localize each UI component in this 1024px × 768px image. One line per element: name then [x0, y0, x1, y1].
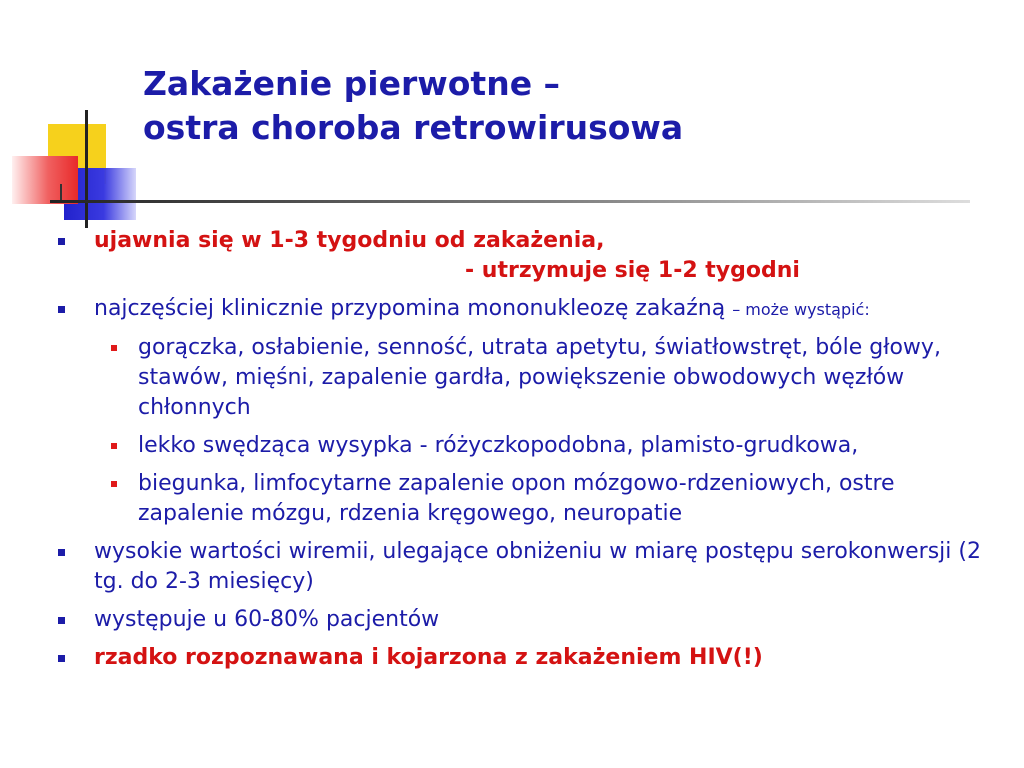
square-bullet-icon [58, 655, 65, 662]
square-bullet-icon [58, 238, 65, 245]
title-underline-divider [50, 200, 970, 203]
bullet-frequency [56, 605, 986, 635]
decorative-vertical-line [85, 110, 88, 228]
title-line-2: ostra choroba retrowirusowa [143, 108, 684, 147]
bullet-viremia [56, 537, 986, 597]
title-line-1: Zakażenie pierwotne – [143, 64, 561, 103]
bullet-mononucleosis [56, 294, 986, 325]
slide-title [143, 62, 683, 150]
square-bullet-icon [58, 549, 65, 556]
bullet-rarely-recognized-text: rzadko rozpoznawana i kojarzona z zakażeniem HIV(!) [94, 645, 763, 670]
bullet-rarely-recognized [56, 643, 986, 673]
red-square-bullet-icon [111, 443, 117, 449]
sub-bullet-symptoms [56, 333, 986, 423]
sub-bullet-rash [56, 431, 986, 461]
sub-bullet-rash-text: lekko swędząca wysypka - różyczkopodobna, plamisto-grudkowa, [138, 433, 859, 458]
bullet-list [56, 226, 986, 681]
red-square-bullet-icon [111, 345, 117, 351]
square-bullet-icon [58, 617, 65, 624]
bullet-mononucleosis-text: najczęściej klinicznie przypomina mononukleozę zakaźną [94, 296, 726, 321]
bullet-frequency-text: występuje u 60-80% pacjentów [94, 607, 440, 632]
sub-bullet-neuro [56, 469, 986, 529]
square-bullet-icon [58, 306, 65, 313]
bullet-onset-line-1: ujawnia się w 1-3 tygodniu od zakażenia, [94, 228, 605, 253]
sub-bullet-neuro-text: biegunka, limfocytarne zapalenie opon mózgowo-rdzeniowych, ostre zapalenie mózgu, rdzenia kręgowego, neuropatie [138, 471, 895, 526]
sub-bullet-symptoms-text: gorączka, osłabienie, senność, utrata apetytu, światłowstręt, bóle głowy, stawów, mięśni, zapalenie gardła, powiększenie obwodowych węzłów chłonnych [138, 335, 941, 420]
bullet-mononucleosis-note: – może wystąpić: [732, 300, 870, 319]
bullet-viremia-text: wysokie wartości wiremii, ulegające obniżeniu w miarę postępu serokonwersji (2 tg. do 2-3 miesięcy) [94, 539, 981, 594]
bullet-onset-line-2: - utrzymuje się 1-2 tygodni [465, 258, 800, 283]
decorative-red-square [12, 156, 78, 204]
red-square-bullet-icon [111, 481, 117, 487]
bullet-onset [56, 226, 986, 286]
